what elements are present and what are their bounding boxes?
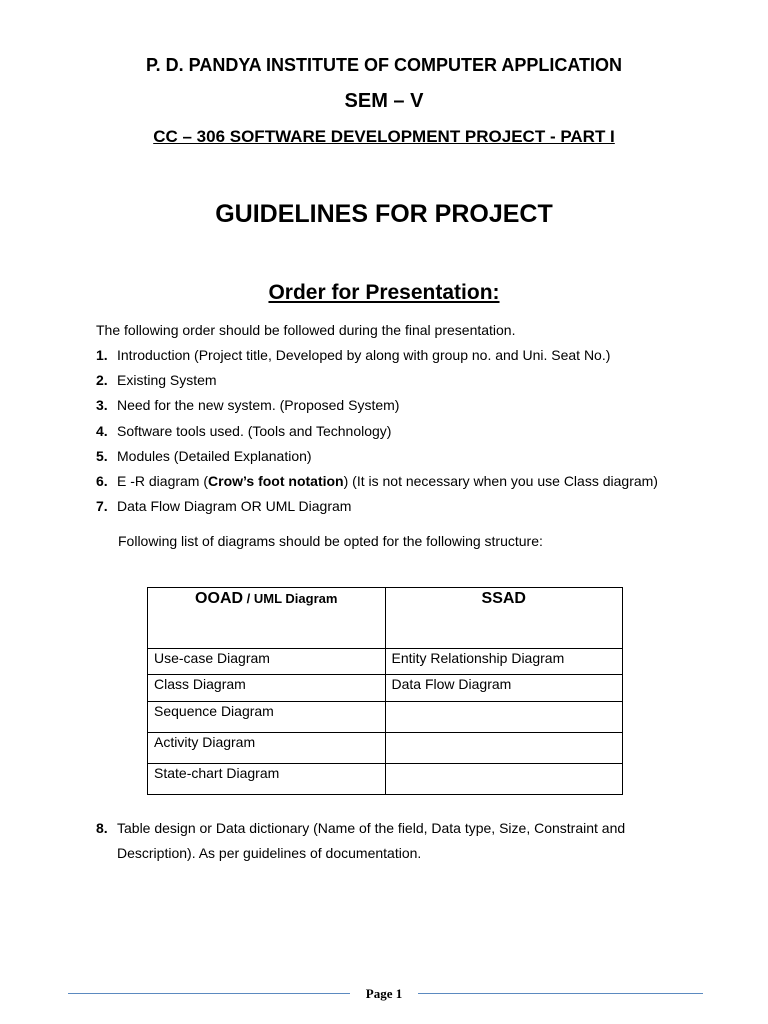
table-row	[148, 733, 623, 764]
item-text-before: E -R diagram (	[117, 472, 209, 489]
item-number: 3.	[96, 397, 108, 414]
table-cell: Sequence Diagram	[148, 702, 386, 733]
header-ssad: SSAD	[385, 588, 623, 649]
list-item-8	[96, 816, 656, 866]
list-item	[96, 447, 716, 472]
item-text: Data Flow Diagram OR UML Diagram	[117, 498, 352, 515]
diagram-intro-text: Following list of diagrams should be opted for the following structure:	[118, 533, 543, 549]
item-text: Software tools used. (Tools and Technology)	[117, 422, 392, 439]
table-cell: Entity Relationship Diagram	[385, 649, 623, 675]
table-cell	[385, 764, 623, 795]
item-number: 1.	[96, 347, 108, 363]
header-ooad-main: OOAD	[195, 590, 244, 607]
item-number: 2.	[96, 372, 108, 389]
header-ooad-sub: / UML Diagram	[243, 591, 338, 606]
item-text: Existing System	[117, 372, 217, 389]
table-cell	[385, 702, 623, 733]
document-title: GUIDELINES FOR PROJECT	[215, 200, 553, 228]
table-cell: Activity Diagram	[148, 733, 386, 764]
intro-text: The following order should be followed during the final presentation.	[96, 322, 516, 338]
list-item	[96, 371, 716, 396]
table-cell: Data Flow Diagram	[385, 675, 623, 702]
table-row	[148, 675, 623, 702]
item-number: 4.	[96, 422, 108, 439]
item-number: 5.	[96, 447, 108, 464]
item-text: Table design or Data dictionary (Name of the field, Data type, Size, Constraint and Description). As per guidelines of documentation.	[117, 820, 626, 861]
table-cell: Class Diagram	[148, 675, 386, 702]
semester-label: SEM – V	[344, 90, 424, 112]
item-number: 6.	[96, 472, 108, 489]
table-cell: Use-case Diagram	[148, 649, 386, 675]
table-cell	[385, 733, 623, 764]
item-text: Modules (Detailed Explanation)	[117, 447, 312, 464]
list-item	[96, 472, 716, 497]
table-row	[148, 764, 623, 795]
page-number: Page 1	[365, 986, 403, 1001]
table-row	[148, 702, 623, 733]
table-row	[148, 649, 623, 675]
item-text: Need for the new system. (Proposed System)	[117, 397, 400, 414]
diagram-table	[147, 587, 623, 795]
section-title: Order for Presentation:	[268, 281, 500, 304]
presentation-order-list	[96, 346, 716, 522]
item-text-after: ) (It is not necessary when you use Class diagram)	[343, 472, 658, 489]
header-ooad	[148, 588, 386, 649]
list-item	[96, 346, 716, 371]
footer-divider-left	[68, 993, 350, 994]
list-item	[96, 422, 716, 447]
table-header-row	[148, 588, 623, 649]
course-title: CC – 306 SOFTWARE DEVELOPMENT PROJECT - PART I	[153, 127, 615, 146]
table-cell: State-chart Diagram	[148, 764, 386, 795]
item-text: Introduction (Project title, Developed by along with group no. and Uni. Seat No.)	[117, 347, 611, 363]
item-text-bold: Crow’s foot notation	[208, 472, 344, 489]
list-item	[96, 396, 716, 421]
list-item	[96, 497, 716, 522]
item-number: 8.	[96, 820, 108, 836]
institute-name: P. D. PANDYA INSTITUTE OF COMPUTER APPLICATION	[145, 55, 623, 75]
footer-divider-right	[418, 993, 703, 994]
item-number: 7.	[96, 498, 108, 515]
